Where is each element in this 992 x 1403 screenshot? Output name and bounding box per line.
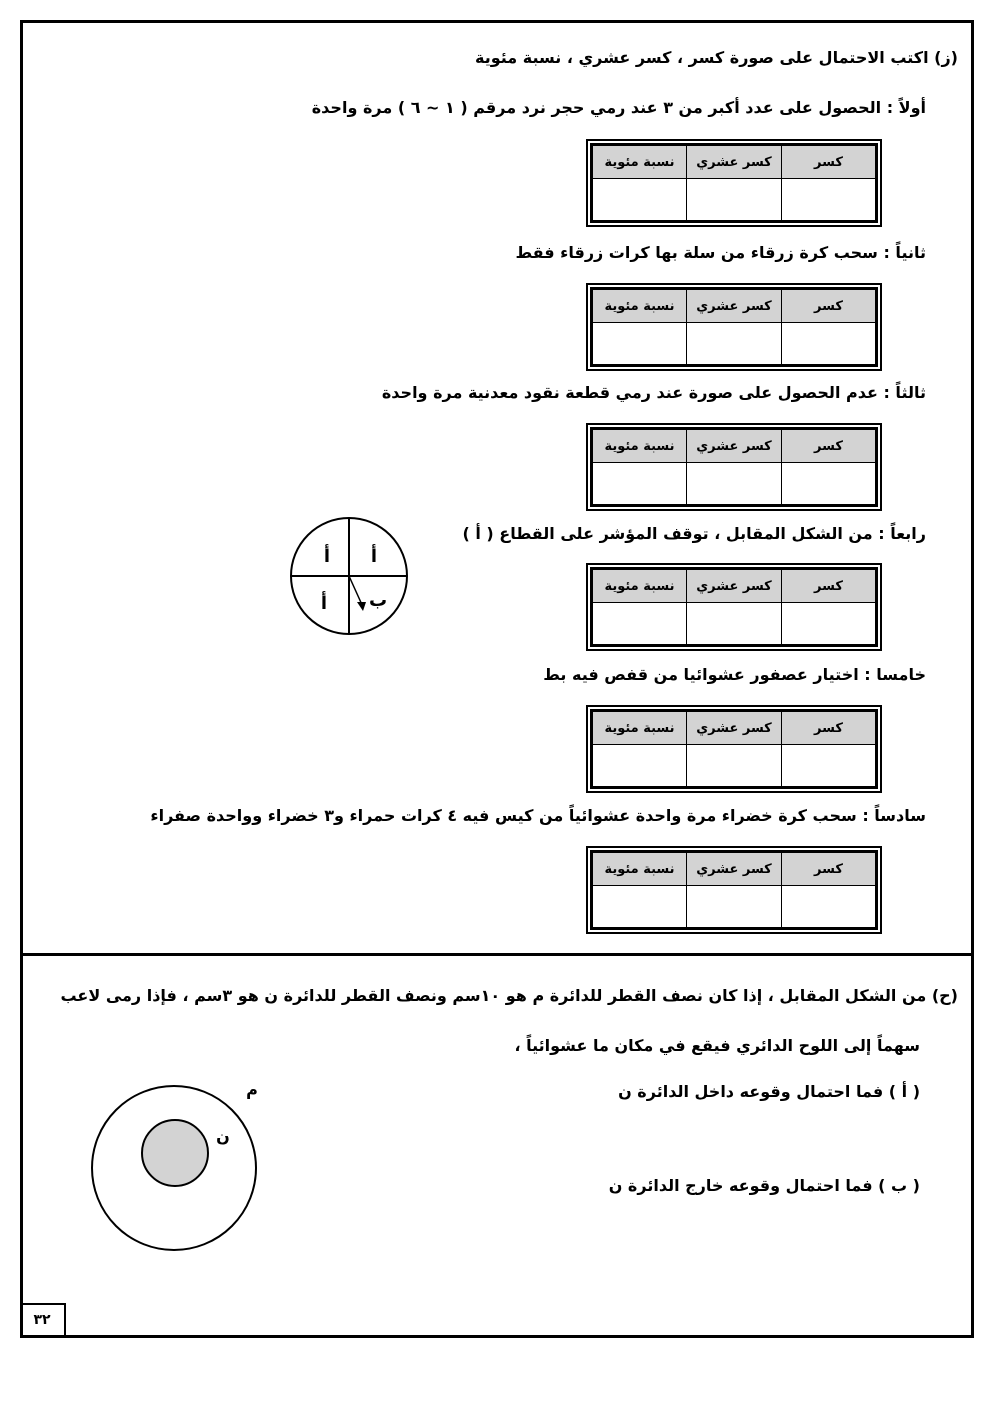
header-fraction: كسر xyxy=(782,429,877,463)
question-h-line1: (ح) من الشكل المقابل ، إذا كان نصف القطر للدائرة م هو ١٠سم ونصف القطر للدائرة ن هو ٣سم ، فإذا رمى لاعب xyxy=(60,986,958,1005)
header-percent: نسبة مئوية xyxy=(592,852,687,886)
answer-table-1 xyxy=(590,143,878,223)
outer-circle-label: م xyxy=(246,1085,258,1099)
sector-label-bottom-right: ب xyxy=(368,590,388,611)
header-percent: نسبة مئوية xyxy=(592,145,687,179)
answer-cell-fraction[interactable] xyxy=(782,179,877,222)
header-decimal: كسر عشري xyxy=(687,145,782,179)
item-3-text: ثالثاً : عدم الحصول على صورة عند رمي قطعة نقود معدنية مرة واحدة xyxy=(381,383,926,402)
answer-cell-percent[interactable] xyxy=(592,603,687,646)
header-percent: نسبة مئوية xyxy=(592,289,687,323)
question-h-line2: سهماً إلى اللوح الدائري فيقع في مكان ما عشوائياً ، xyxy=(514,1036,920,1055)
inner-circle-label: ن xyxy=(216,1127,230,1146)
header-fraction: كسر xyxy=(782,569,877,603)
answer-cell-decimal[interactable] xyxy=(687,603,782,646)
sector-label-top-left: أ xyxy=(323,546,331,567)
answer-cell-fraction[interactable] xyxy=(782,323,877,366)
answer-table-4 xyxy=(590,567,878,647)
spinner-figure xyxy=(288,516,410,638)
header-fraction: كسر xyxy=(782,852,877,886)
answer-table-5 xyxy=(590,709,878,789)
header-percent: نسبة مئوية xyxy=(592,429,687,463)
answer-cell-fraction[interactable] xyxy=(782,603,877,646)
inner-circle-n xyxy=(142,1120,208,1186)
item-4-text: رابعاً : من الشكل المقابل ، توقف المؤشر على القطاع ( أ ) xyxy=(462,524,926,543)
answer-cell-percent[interactable] xyxy=(592,323,687,366)
question-z-title: (ز) اكتب الاحتمال على صورة كسر ، كسر عشري ، نسبة مئوية xyxy=(474,48,958,67)
answer-cell-fraction[interactable] xyxy=(782,463,877,506)
page-number: ٣٢ xyxy=(20,1303,66,1335)
item-6-text: سادساً : سحب كرة خضراء مرة واحدة عشوائياً من كيس فيه ٤ كرات حمراء و٣ خضراء وواحدة صفراء xyxy=(150,806,926,825)
answer-cell-decimal[interactable] xyxy=(687,179,782,222)
answer-cell-decimal[interactable] xyxy=(687,463,782,506)
header-percent: نسبة مئوية xyxy=(592,569,687,603)
answer-cell-decimal[interactable] xyxy=(687,745,782,788)
concentric-circles-figure xyxy=(90,1085,280,1253)
answer-cell-decimal[interactable] xyxy=(687,886,782,929)
answer-cell-percent[interactable] xyxy=(592,463,687,506)
header-decimal: كسر عشري xyxy=(687,711,782,745)
answer-table-2 xyxy=(590,287,878,367)
item-1-text: أولاً : الحصول على عدد أكبر من ٣ عند رمي حجر نرد مرقم ( ١ ~ ٦ ) مرة واحدة xyxy=(311,98,926,117)
item-5-text: خامسا : اختيار عصفور عشوائيا من قفص فيه بط xyxy=(543,665,926,684)
answer-table-6 xyxy=(590,850,878,930)
header-fraction: كسر xyxy=(782,289,877,323)
header-percent: نسبة مئوية xyxy=(592,711,687,745)
question-h-part-a: ( أ ) فما احتمال وقوعه داخل الدائرة ن xyxy=(618,1082,920,1101)
header-fraction: كسر xyxy=(782,711,877,745)
header-decimal: كسر عشري xyxy=(687,289,782,323)
section-divider xyxy=(20,953,974,956)
header-decimal: كسر عشري xyxy=(687,852,782,886)
answer-cell-fraction[interactable] xyxy=(782,745,877,788)
sector-label-bottom-left: أ xyxy=(320,593,328,614)
answer-cell-percent[interactable] xyxy=(592,179,687,222)
question-h-part-b: ( ب ) فما احتمال وقوعه خارج الدائرة ن xyxy=(608,1176,920,1195)
header-decimal: كسر عشري xyxy=(687,429,782,463)
answer-cell-fraction[interactable] xyxy=(782,886,877,929)
header-decimal: كسر عشري xyxy=(687,569,782,603)
sector-label-top-right: أ xyxy=(370,546,378,567)
header-fraction: كسر xyxy=(782,145,877,179)
answer-cell-decimal[interactable] xyxy=(687,323,782,366)
answer-cell-percent[interactable] xyxy=(592,886,687,929)
answer-cell-percent[interactable] xyxy=(592,745,687,788)
answer-table-3 xyxy=(590,427,878,507)
item-2-text: ثانياً : سحب كرة زرقاء من سلة بها كرات زرقاء فقط xyxy=(515,243,926,262)
